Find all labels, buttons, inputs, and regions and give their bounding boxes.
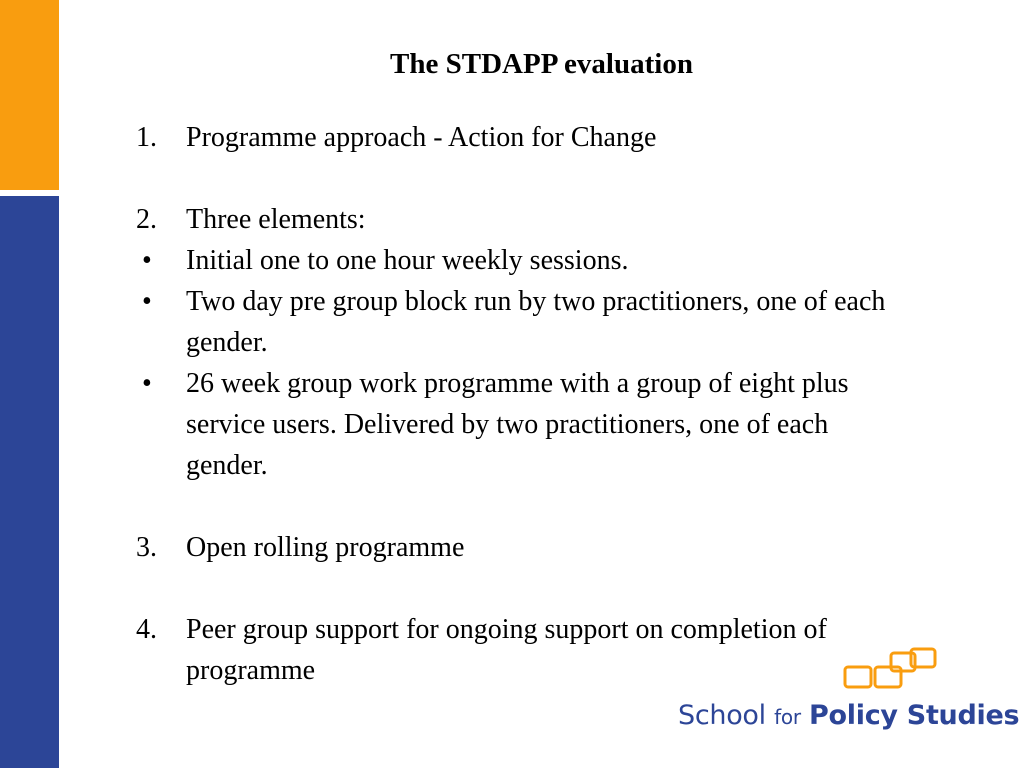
list-item-text: Programme approach - Action for Change [186,122,657,153]
list-marker: 2. [136,204,157,235]
slide-title: The STDAPP evaluation [390,48,693,80]
list-item-2 [136,199,896,240]
logo-text [678,700,1019,731]
blue-side-bar [0,196,59,768]
list-item-text: Three elements: [186,204,366,235]
bullet-marker: • [142,245,152,276]
logo-school: School [678,700,766,731]
logo-policy-studies: Policy Studies [809,700,1020,731]
list-item-1 [136,117,896,158]
bullet-item-text: Initial one to one hour weekly sessions. [186,245,629,276]
logo-steps-icon [841,645,941,697]
school-for-policy-studies-logo [676,645,1020,745]
bullet-item-2 [136,281,896,363]
bullet-marker: • [142,368,152,399]
list-item-3 [136,527,896,568]
logo-for: for [774,705,801,729]
bullet-marker: • [142,286,152,317]
bullet-item-text: 26 week group work programme with a group of eight plus service users. Delivered by two practitioners, one of each gender. [186,368,849,481]
slide-content [136,117,896,691]
bullet-item-text: Two day pre group block run by two practitioners, one of each gender. [186,286,886,358]
list-item-text: Peer group support for ongoing support on completion of programme [186,614,827,686]
bullet-item-1 [136,240,896,281]
list-marker: 1. [136,122,157,153]
orange-side-bar [0,0,59,190]
list-marker: 3. [136,532,157,563]
bullet-item-3 [136,363,896,486]
list-item-text: Open rolling programme [186,532,465,563]
list-marker: 4. [136,614,157,645]
